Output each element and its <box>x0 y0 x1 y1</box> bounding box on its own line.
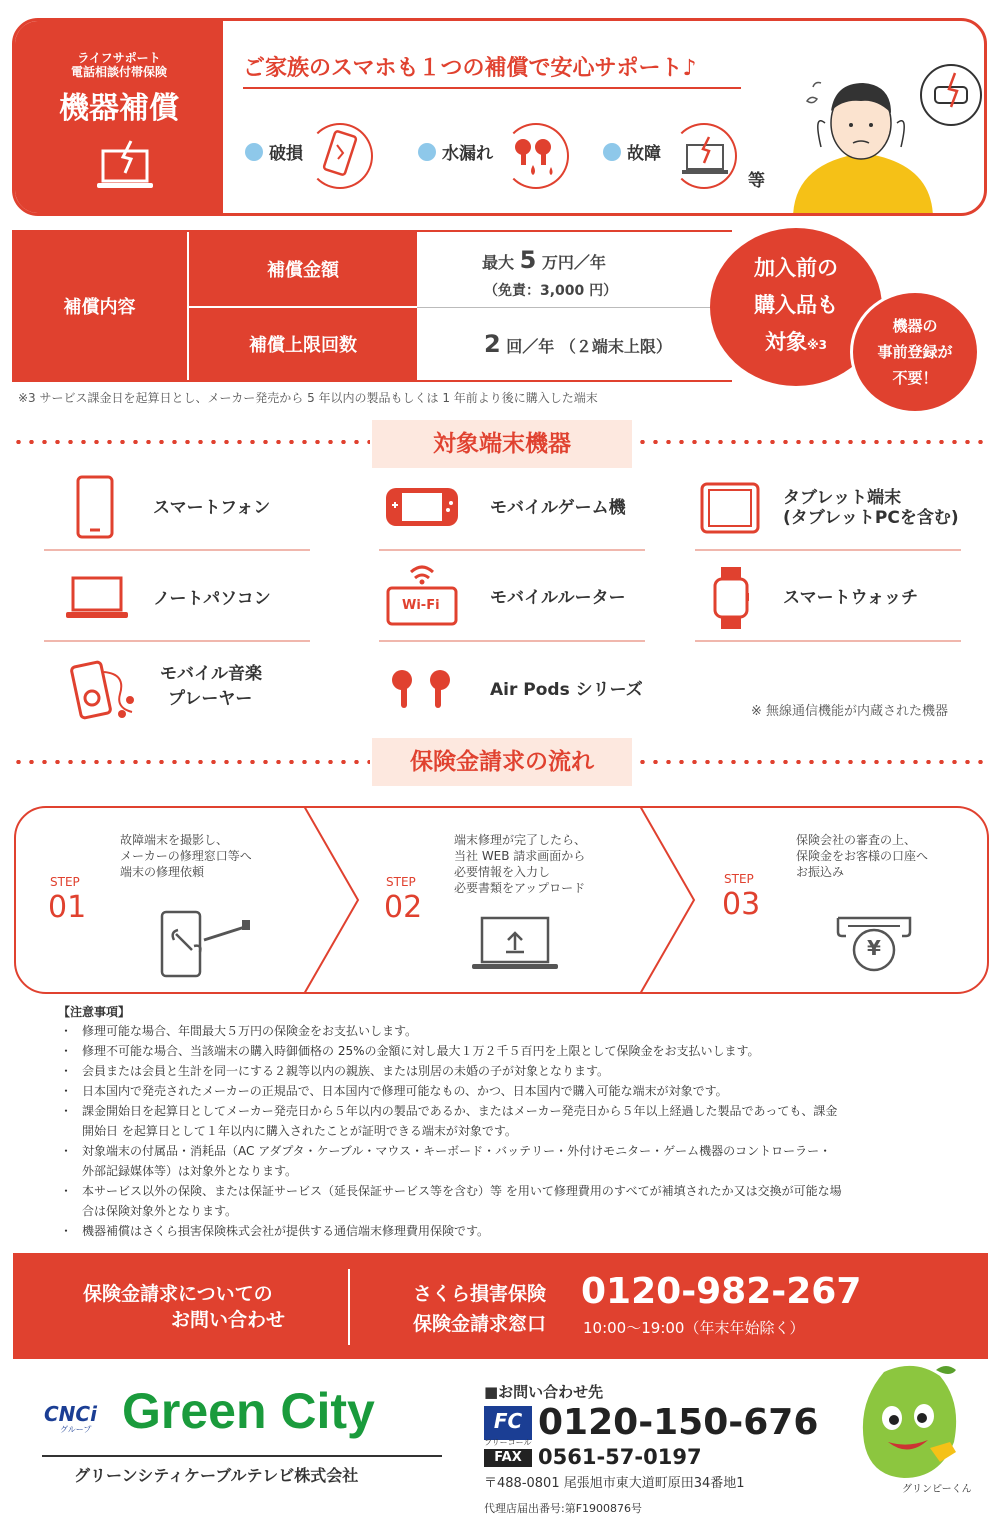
note-item: ・ 機器補償はさくら損害保険株式会社が提供する通信端末修理費用保険です。 <box>62 1221 842 1241</box>
note-item: ・ 日本国内で発売されたメーカーの正規品で、日本国内で修理可能なもの、かつ、日本国内で購入可能な端末が対象です。 <box>62 1081 842 1101</box>
dotted-divider <box>636 440 988 444</box>
row1-note: （免責：3,000 円） <box>484 283 618 299</box>
step2-number: 02 <box>384 890 423 925</box>
step2-label: STEP <box>386 875 416 889</box>
flow-title: 保険金請求の流れ <box>372 738 632 786</box>
coverage-label: 補償内容 <box>12 231 187 380</box>
tag-etc: 等 <box>748 171 765 191</box>
row1-value-prefix: 最大 <box>482 253 515 272</box>
cracked-phone-icon <box>321 129 361 181</box>
row-divider <box>44 549 310 551</box>
table-top-line <box>12 230 732 232</box>
bubble1-line2: 購入品も <box>754 293 838 317</box>
step3-text <box>796 832 928 880</box>
cnci-logo: CNCi <box>44 1402 97 1426</box>
devices-title: 対象端末機器 <box>372 420 632 468</box>
row1-value-number: 5 <box>519 246 537 274</box>
step2-text <box>454 832 586 896</box>
banner-left2: お問い合わせ <box>171 1309 286 1331</box>
table-bottom-line <box>12 380 732 382</box>
device-watch: スマートウォッチ <box>783 588 918 608</box>
row1-value-unit: 万円／年 <box>541 253 606 272</box>
row1-value <box>482 246 606 274</box>
step3-label: STEP <box>724 872 754 886</box>
note-item: ・ 会員または会員と生計を同一にする２親等以内の親族、または別居の未婚の子が対象となります。 <box>62 1061 842 1081</box>
freecall-number[interactable]: 0120-150-676 <box>538 1402 819 1443</box>
banner-divider <box>348 1269 350 1345</box>
fax-label: FAX <box>484 1449 532 1467</box>
step1-line: 端末の修理依頼 <box>120 865 205 879</box>
tablet-icon <box>700 482 760 534</box>
dotted-divider <box>12 440 370 444</box>
contact-title: ■お問い合わせ先 <box>484 1383 604 1401</box>
row-divider <box>695 549 961 551</box>
banner-phone[interactable]: 0120-982-267 <box>581 1271 862 1312</box>
header-headline: ご家族のスマホも１つの補償で安心サポート♪ <box>243 56 697 81</box>
row2-value-unit: 回／年 （２端末上限） <box>506 337 672 356</box>
bullet-dot <box>245 143 263 161</box>
notes-list <box>62 1021 842 1241</box>
bubble1-line1: 加入前の <box>754 256 838 280</box>
freecall-label: フリーコール <box>484 1438 532 1447</box>
laptop-icon <box>64 576 130 620</box>
dotted-divider <box>636 760 988 764</box>
bubble2-line2: 事前登録が <box>877 343 953 361</box>
header-title: 機器補償 <box>59 91 179 126</box>
tag-damage <box>245 139 303 164</box>
note-item: ・ 課金開始日を起算日としてメーカー発売日から５年以内の製品であるか、またはメーカー発売日から５年以上経過した製品であっても、課金 <box>62 1101 842 1121</box>
step1-label: STEP <box>50 875 80 889</box>
smartwatch-icon <box>712 565 750 631</box>
step3-line: 保険会社の審査の上、 <box>796 833 917 847</box>
claim-banner <box>13 1253 988 1359</box>
address: 〒488-0801 尾張旭市東大道町原田34番地1 <box>484 1476 745 1491</box>
step1-line: メーカーの修理窓口等へ <box>120 849 252 863</box>
step2-line: 端末修理が完了したら、 <box>454 833 587 847</box>
wet-earbuds-icon <box>509 135 565 181</box>
device-laptop: ノートパソコン <box>153 589 271 609</box>
cnci-group: グループ <box>60 1425 92 1434</box>
device-tablet-note: (タブレットPCを含む) <box>783 508 959 528</box>
note-item-cont: 外部記録媒体等）は対象外となります。 <box>82 1164 298 1178</box>
repair-phone-icon <box>158 908 254 980</box>
device-smartphone: スマートフォン <box>153 498 271 518</box>
fax-number: 0561-57-0197 <box>538 1445 702 1469</box>
yen-symbol: ¥ <box>867 936 881 960</box>
headline-underline <box>243 87 741 89</box>
smartphone-icon <box>76 475 114 539</box>
wifi-text: Wi-Fi <box>402 598 440 613</box>
row1-label: 補償金額 <box>189 231 417 306</box>
upload-laptop-icon <box>470 916 560 972</box>
banner-hours: 10:00〜19:00（年末年始除く） <box>583 1319 805 1337</box>
header-sub2: 電話相談付帯保険 <box>70 65 167 79</box>
note-item: ・ 対象端末の付属品・消耗品（AC アダプタ・ケーブル・マウス・キーボード・バッテリー・外付けモニター・ゲーム機器のコントローラー・ <box>62 1141 842 1161</box>
bubble2-line1: 機器の <box>892 317 938 335</box>
broken-laptop-icon <box>679 135 731 179</box>
step2-line: 必要書類をアップロード <box>454 881 586 895</box>
wifi-router-icon <box>385 560 459 628</box>
note-item: ・ 修理不可能な場合、当該端末の購入時御価格の 25%の金額に対し最大１万２千５百円を上限として保険金をお支払いします。 <box>62 1041 842 1061</box>
mascot-name: グリンピーくん <box>902 1484 972 1495</box>
agency-number: 代理店届出番号:第F1900876号 <box>484 1502 643 1515</box>
note-item-cont: 合は保険対象外となります。 <box>82 1204 238 1218</box>
step1-line: 故障端末を撮影し、 <box>120 833 229 847</box>
banner-mid1: さくら損害保険 <box>413 1283 547 1305</box>
bubble1-note: ※3 <box>806 338 827 352</box>
row-divider <box>379 549 645 551</box>
tag-label: 水漏れ <box>442 144 493 164</box>
tag-failure <box>603 139 661 164</box>
bubble-no-registration <box>850 290 980 414</box>
device-airpods: Air Pods シリーズ <box>490 680 643 700</box>
tag-label: 故障 <box>627 144 661 164</box>
notes-title: 【注意事項】 <box>58 1005 131 1019</box>
tag-label: 破損 <box>269 144 303 164</box>
note-item: ・ 本サービス以外の保険、または保証サービス（延長保証サービス等を含む）等 を用いて修理費用のすべてが補填されたか又は交換が可能な場 <box>62 1181 842 1201</box>
freecall-logo: FC <box>484 1406 532 1440</box>
green-city-logo: Green City <box>122 1383 375 1439</box>
tag-water <box>418 139 493 164</box>
device-music-line2: プレーヤー <box>168 689 253 709</box>
banner-left1: 保険金請求についての <box>83 1283 273 1305</box>
note-item: ・ 修理可能な場合、年間最大５万円の保険金をお支払いします。 <box>62 1021 842 1041</box>
logo-underline <box>42 1455 442 1457</box>
bubble1-line3-text: 対象 <box>764 330 807 354</box>
step2-line: 必要情報を入力し <box>454 865 551 879</box>
devices-note: ※ 無線通信機能が内蔵された機器 <box>751 704 949 719</box>
step2-line: 当社 WEB 請求画面から <box>454 849 586 863</box>
mascot-illustration <box>844 1362 974 1482</box>
worried-man-illustration <box>773 43 983 216</box>
note-item-cont: 開始日 を起算日として１年以内に購入されたことが証明できる端末が対象です。 <box>82 1124 517 1138</box>
banner-mid2: 保険金請求窓口 <box>413 1313 547 1335</box>
row-divider <box>44 640 310 642</box>
game-console-icon <box>384 486 460 528</box>
step3-line: 保険金をお客様の口座へ <box>796 849 929 863</box>
row2-label: 補償上限回数 <box>189 308 417 380</box>
step1-number: 01 <box>48 890 87 925</box>
row2-value <box>484 330 672 358</box>
bullet-dot <box>603 143 621 161</box>
dotted-divider <box>12 760 370 764</box>
table-mid-line <box>417 307 717 308</box>
header-box <box>12 18 987 216</box>
device-router: モバイルルーター <box>490 588 626 608</box>
step3-number: 03 <box>722 887 761 922</box>
row-divider <box>695 640 961 642</box>
step1-text <box>120 832 252 880</box>
device-game: モバイルゲーム機 <box>490 498 626 518</box>
header-left-panel <box>15 21 223 213</box>
row-divider <box>379 640 645 642</box>
row2-value-number: 2 <box>484 330 501 358</box>
music-player-icon <box>70 654 140 724</box>
bubble2-line3: 不要！ <box>892 369 938 387</box>
earbuds-icon <box>388 668 458 710</box>
header-sub1: ライフサポート <box>77 51 161 65</box>
company-name: グリーンシティケーブルテレビ株式会社 <box>74 1466 359 1485</box>
step3-line: お振込み <box>796 865 845 879</box>
device-tablet: タブレット端末 <box>783 488 902 508</box>
device-music: モバイル音楽 <box>160 664 262 684</box>
coverage-footnote: ※3 サービス課金日を起算日とし、メーカー発売から 5 年以内の製品もしくは 1 年前より後に購入した端末 <box>18 391 598 405</box>
bullet-dot <box>418 143 436 161</box>
broken-laptop-icon <box>95 139 155 193</box>
